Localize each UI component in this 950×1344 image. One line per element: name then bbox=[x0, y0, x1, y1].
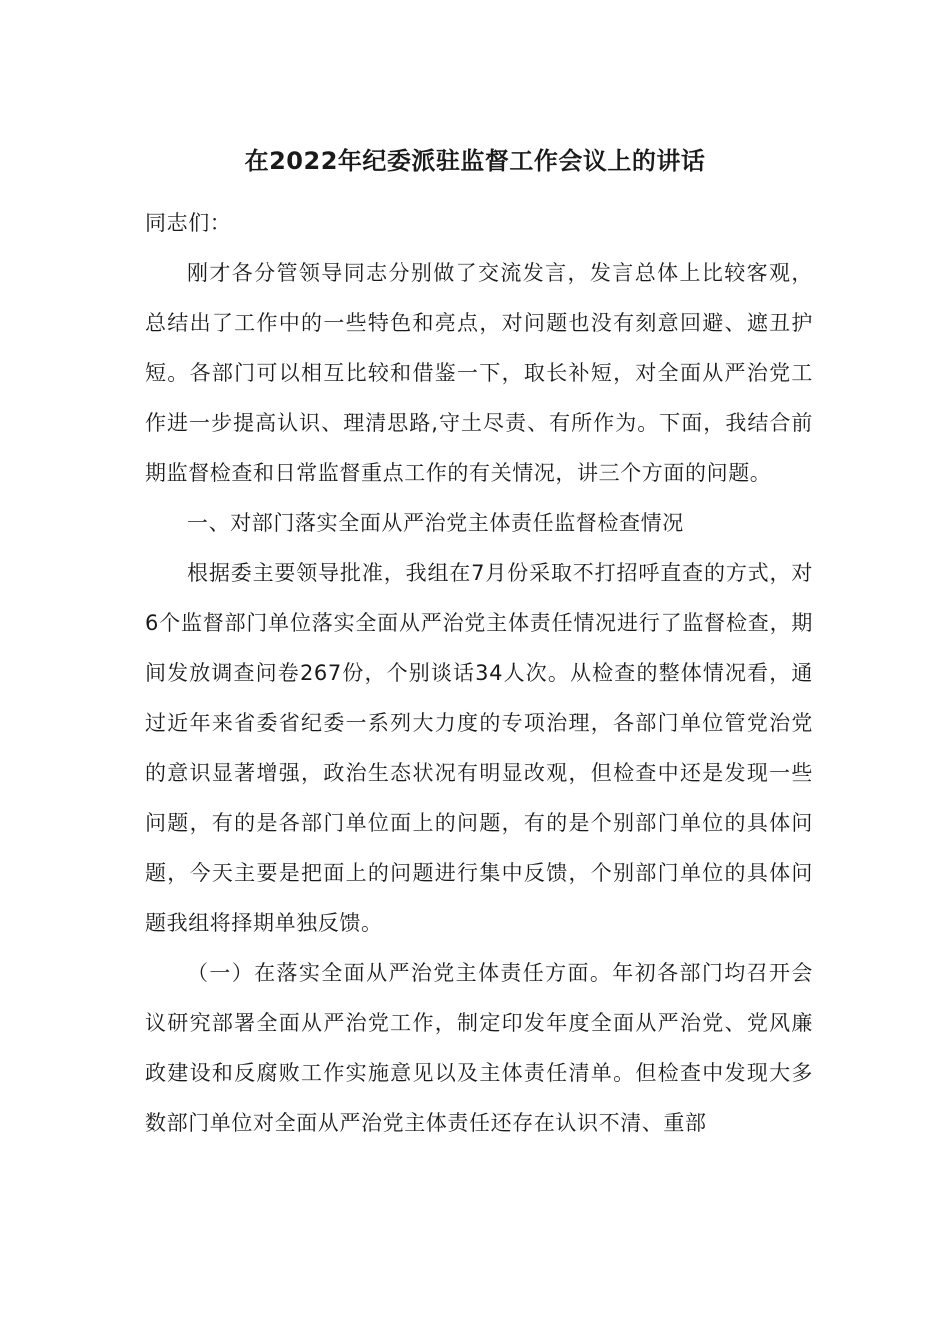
salutation: 同志们： bbox=[145, 211, 232, 235]
paragraph-inspection: 根据委主要领导批准，我组在7月份采取不打招呼直查的方式，对6个监督部门单位落实全面从严治党主体责任情况进行了监督检查，期间发放调查问卷267份，个别谈话34人次。从检查的整体情况看，通过近年来省委省纪委一系列大力度的专项治理，各部门单位管党治党的意识显著增强，政治生态状况有明显改观，但检查中还是发现一些问题，有的是各部门单位面上的问题，有的是个别部门单位的具体问题，今天主要是把面上的问题进行集中反馈，个别部门单位的具体问题我组将择期单独反馈。 bbox=[145, 561, 813, 935]
paragraph-subsection-one: （一）在落实全面从严治党主体责任方面。年初各部门均召开会议研究部署全面从严治党工作，制定印发年度全面从严治党、党风廉政建设和反腐败工作实施意见以及主体责任清单。但检查中发现大多数部门单位对全面从严治党主体责任还存在认识不清、重部 bbox=[145, 961, 813, 1135]
document-body bbox=[145, 198, 813, 1148]
document-title: 在2022年纪委派驻监督工作会议上的讲话 bbox=[244, 147, 706, 175]
section-heading-one: 一、对部门落实全面从严治党主体责任监督检查情况 bbox=[187, 511, 684, 535]
paragraph-opening: 刚才各分管领导同志分别做了交流发言，发言总体上比较客观，总结出了工作中的一些特色和亮点，对问题也没有刻意回避、遮丑护短。各部门可以相互比较和借鉴一下，取长补短，对全面从严治党工作进一步提高认识、理清思路,守土尽责、有所作为。下面，我结合前期监督检查和日常监督重点工作的有关情况，讲三个方面的问题。 bbox=[145, 261, 813, 485]
